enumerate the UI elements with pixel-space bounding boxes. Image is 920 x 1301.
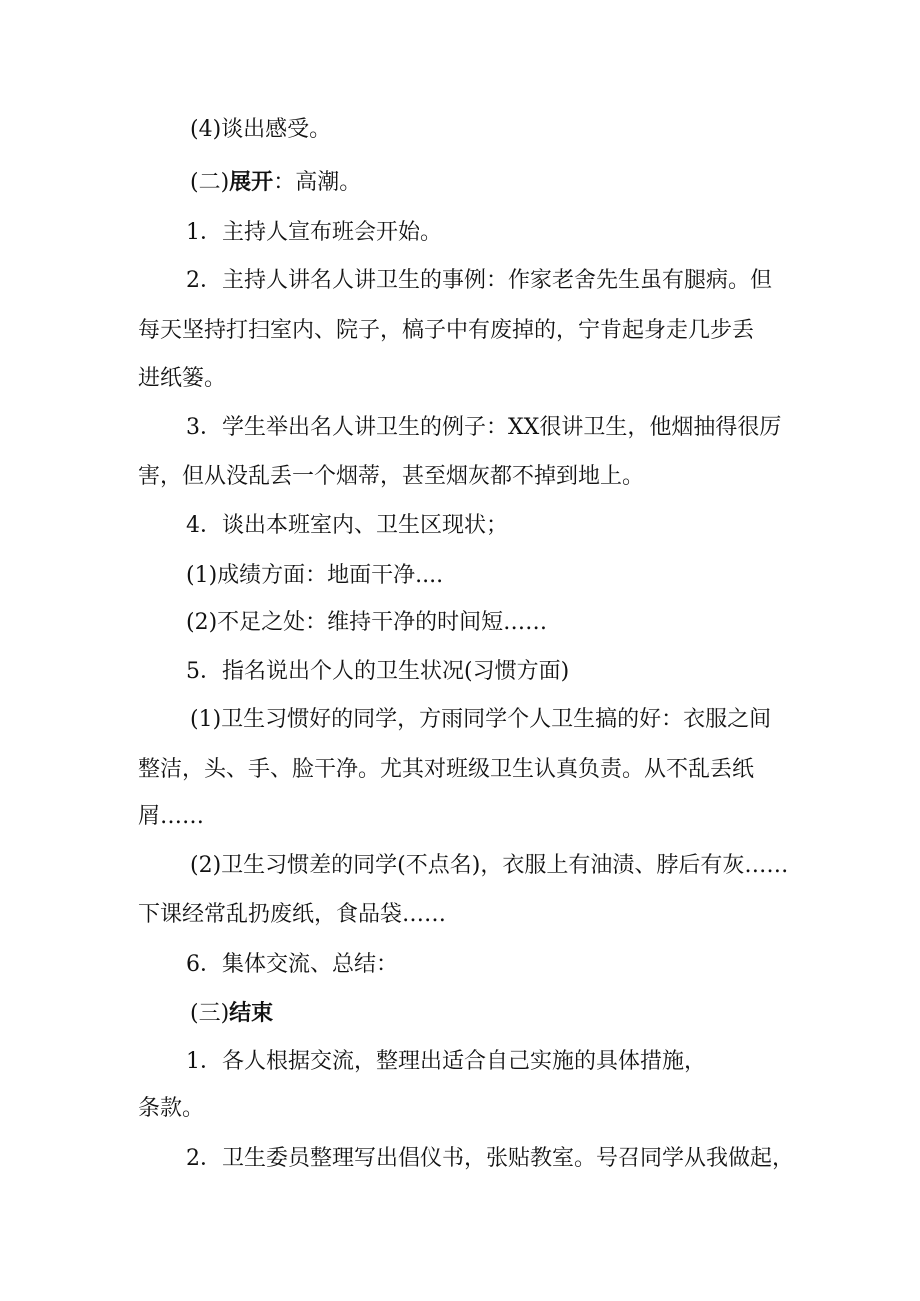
item-6-summary: 6．集体交流、总结：: [186, 952, 398, 977]
item-5-sub-2-line-2: 下课经常乱扔废纸，食品袋……: [138, 902, 447, 927]
item-end-1-line-1: 1．各人根据交流，整理出适合自己实施的具体措施，: [186, 1049, 706, 1074]
item-3-line-2: 害，但从没乱丢一个烟蒂，甚至烟灰都不掉到地上。: [138, 464, 645, 489]
item-5-sub-1-line-3: 屑……: [138, 804, 205, 829]
paragraph-4-feelings: (4)谈出感受。: [190, 117, 332, 142]
item-end-1-line-2: 条款。: [138, 1096, 205, 1121]
item-5-personal: 5．指名说出个人的卫生状况(习惯方面): [186, 659, 570, 684]
section-heading-2: [190, 167, 361, 198]
section-number-2: (二): [190, 170, 230, 195]
item-4-status: 4．谈出本班室内、卫生区现状；: [186, 513, 508, 538]
section-heading-3: [190, 998, 273, 1029]
item-2-line-1: 2．主持人讲名人讲卫生的事例：作家老舍先生虽有腿病。但: [186, 268, 772, 293]
item-1-host-announce: 1．主持人宣布班会开始。: [186, 220, 442, 245]
item-2-line-2: 每天坚持打扫室内、院子，槁子中有废掉的，宁肯起身走几步丢: [138, 318, 755, 343]
item-5-sub-2-line-1: (2)卫生习惯差的同学(不点名)，衣服上有油渍、脖后有灰……: [190, 853, 789, 878]
item-2-line-3: 进纸篓。: [138, 366, 227, 391]
item-end-2-line-1: 2．卫生委员整理写出倡仪书，张贴教室。号召同学从我做起，: [186, 1146, 794, 1171]
item-3-line-1: 3．学生举出名人讲卫生的例子：XX很讲卫生，他烟抽得很厉: [186, 415, 782, 440]
section-number-3: (三): [190, 1001, 230, 1026]
section-subtitle-2: ：高潮。: [273, 170, 362, 195]
section-title-3: 结束: [229, 1000, 274, 1026]
item-4-sub-2: (2)不足之处：维持干净的时间短……: [186, 610, 548, 635]
item-5-sub-1-line-2: 整洁，头、手、脸干净。尤其对班级卫生认真负责。从不乱丢纸: [138, 757, 755, 782]
item-4-sub-1: (1)成绩方面：地面干净....: [186, 563, 444, 588]
item-5-sub-1-line-1: (1)卫生习惯好的同学，方雨同学个人卫生搞的好：衣服之间: [190, 707, 772, 732]
section-title-2: 展开: [229, 169, 274, 195]
